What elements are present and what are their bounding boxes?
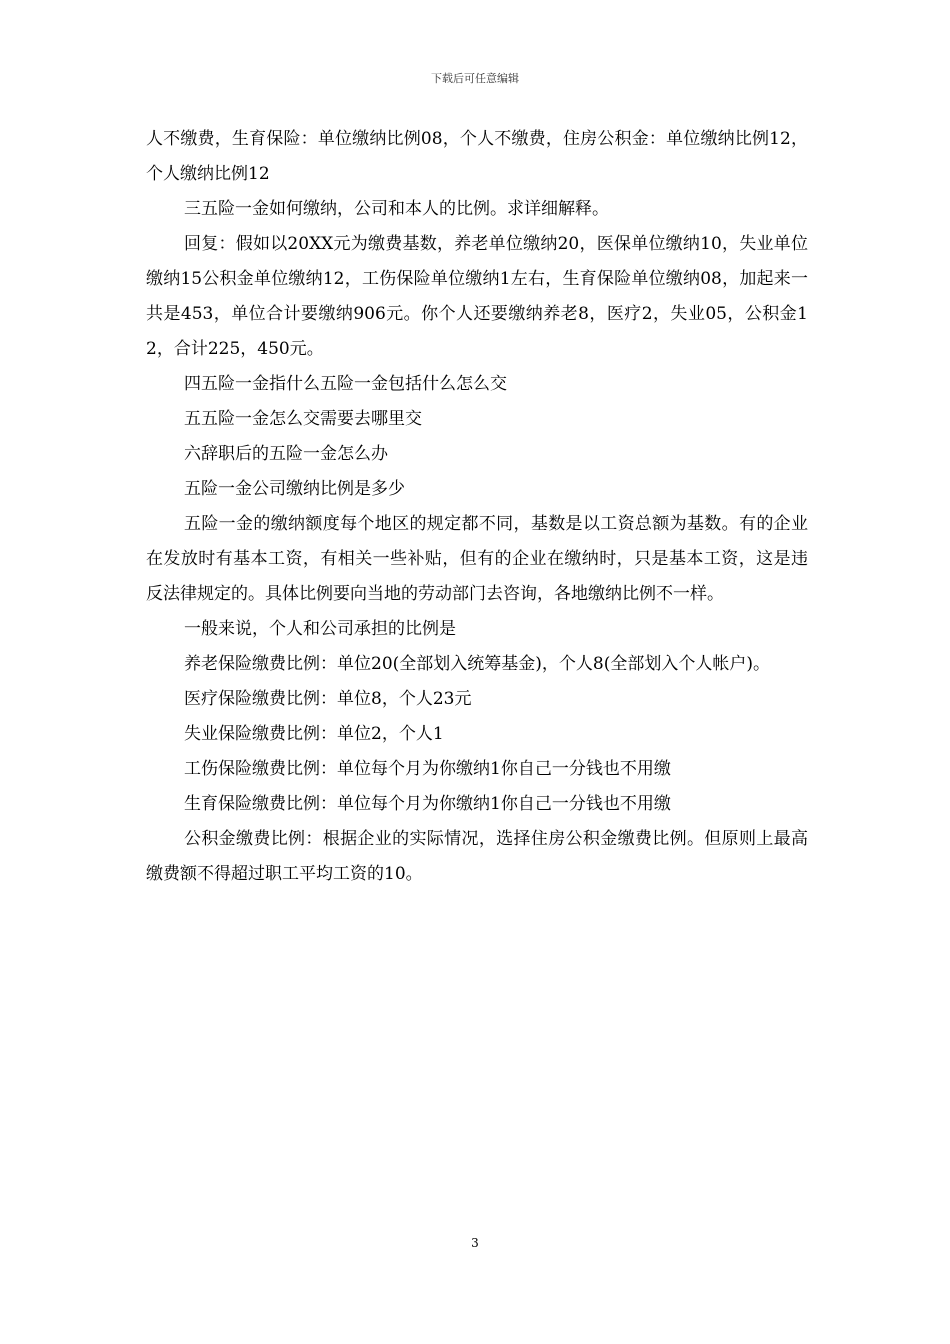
paragraph: 养老保险缴费比例：单位20(全部划入统筹基金)，个人8(全部划入个人帐户)。 (184, 654, 770, 674)
paragraph: 医疗保险缴费比例：单位8，个人23元 (184, 689, 472, 709)
paragraph: 工伤保险缴费比例：单位每个月为你缴纳1你自己一分钱也不用缴 (184, 759, 671, 779)
page-header: 下载后可任意编辑 (431, 72, 519, 85)
paragraph: 五五险一金怎么交需要去哪里交 (184, 409, 422, 429)
paragraph: 回复：假如以20XX元为缴费基数，养老单位缴纳20，医保单位缴纳10，失业单位缴纳15公积金单位缴纳12，工伤保险单位缴纳1左右，生育保险单位缴纳08，加起来一共是453，单位合计要缴纳906元。你个人还要缴纳养老8，医疗2，失业05，公积金12，合计225，450元。 (146, 234, 808, 359)
paragraph: 四五险一金指什么五险一金包括什么怎么交 (184, 374, 507, 394)
paragraph: 失业保险缴费比例：单位2，个人1 (184, 724, 444, 744)
page-number: 3 (471, 1236, 479, 1250)
paragraph: 五险一金公司缴纳比例是多少 (184, 479, 405, 499)
paragraph: 一般来说，个人和公司承担的比例是 (184, 619, 456, 639)
paragraph: 生育保险缴费比例：单位每个月为你缴纳1你自己一分钱也不用缴 (184, 794, 671, 814)
paragraph: 五险一金的缴纳额度每个地区的规定都不同，基数是以工资总额为基数。有的企业在发放时有基本工资，有相关一些补贴，但有的企业在缴纳时，只是基本工资，这是违反法律规定的。具体比例要向当地的劳动部门去咨询，各地缴纳比例不一样。 (146, 514, 808, 604)
paragraph: 三五险一金如何缴纳，公司和本人的比例。求详细解释。 (184, 199, 609, 219)
paragraph: 人不缴费，生育保险：单位缴纳比例08，个人不缴费，住房公积金：单位缴纳比例12，个人缴纳比例12 (146, 129, 808, 184)
document-body (146, 122, 808, 892)
paragraph: 公积金缴费比例：根据企业的实际情况，选择住房公积金缴费比例。但原则上最高缴费额不得超过职工平均工资的10。 (146, 829, 808, 884)
paragraph: 六辞职后的五险一金怎么办 (184, 444, 388, 464)
